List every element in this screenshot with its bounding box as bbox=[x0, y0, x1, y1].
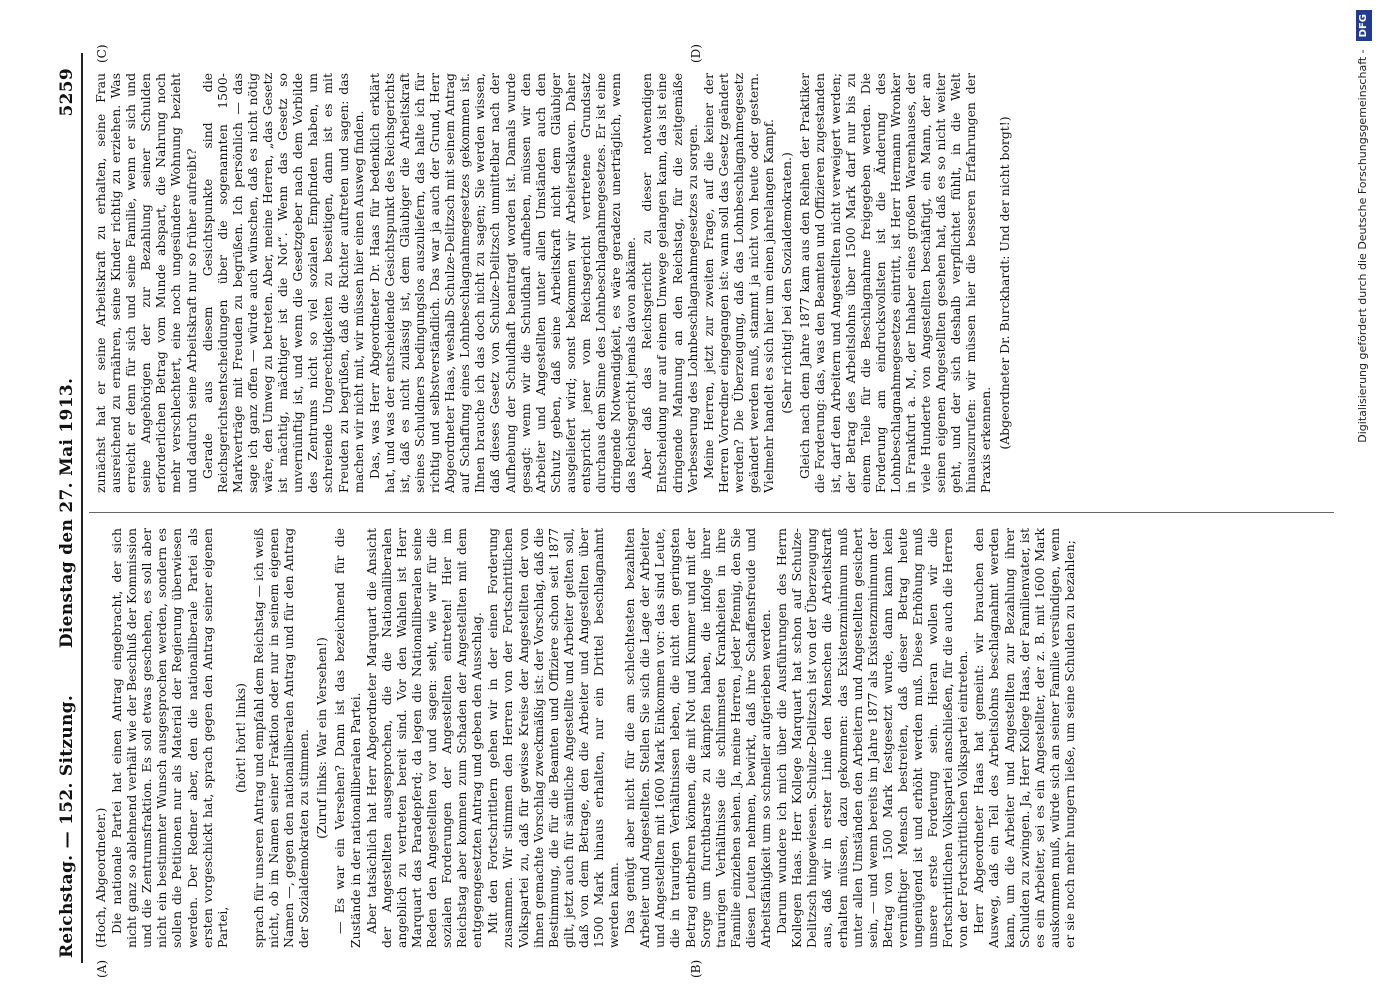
margin-mark-d: (D) bbox=[689, 44, 703, 63]
paragraph: zunächst hat er seine Arbeitskraft zu erhalten, seine Frau ausreichend zu ernähren, seine Kinder richtig zu erziehen. Was erreicht er denn für sich und seine Familie, wenn er sich und seine Angehörigen der zur Bezahlung seiner Schulden erforderlichen Betrag vom Munde abspart, die Nahrung noch mehr verschlechtert, eine noch ungesündere Wohnung bezieht und dadurch seine Arbeitskraft nur so früher aufreibt? bbox=[93, 73, 199, 493]
page-header bbox=[57, 48, 79, 978]
paragraph: Gleich nach dem Jahre 1877 kam aus den Reihen der Praktiker die Forderung: das, was den Beamten und Offizieren zugestanden ist, darf den Arbeitern und Angestellten nicht verweigert werden; der Betrag des Arbeitslohns über 1500 Mark darf nur bis zu einem Teile für die Beschlagnahme freigegeben werden. Die Forderung am eindrucksvollsten ist die Änderung des Lohnbeschlagnahmegesetzes eintritt, ist Herr Hermann Wronker in Frankfurt a. M., der Inhaber eines großen Warenhauses, der viele Hunderte von Angestellten beschäftigt, ein Mann, der an seinen eigenen Angestellten gesehen hat, daß es so nicht weiter geht, und der sich deshalb verpflichtet fühlt, in die Welt hinauszurufen: wir müssen hier die besseren Erfahrungen der Praxis erkennen. bbox=[797, 73, 994, 493]
paragraph: sprach für unseren Antrag und empfahl dem Reichstag — ich weiß nicht, ob im Namen seiner Fraktion oder nur in seinem eigenen Namen —, gegen den nationalliberalen Antrag und für den Antrag der Sozialdemokraten zu stimmen. bbox=[250, 528, 312, 948]
paragraph: — Es war ein Versehen? Dann ist das bezeichnend für die Zustände in der nationalliberalen Partei. bbox=[332, 528, 363, 948]
header-date: Dienstag den 27. Mai 1913. bbox=[57, 377, 77, 649]
margin-mark-a: (A) bbox=[95, 959, 109, 978]
dfg-logo: DFG bbox=[1356, 10, 1372, 41]
paragraph: Aber tatsächlich hat Herr Abgeordneter Marquart die Ansicht der Angestellten ausgesprochen, die die Nationalliberalen angeblich zu vertreten bereit sind. Vor den Wahlen ist Herr Marquart das Paradepferd; da legen die Nationalliberalen seine Reden den Angestellten vor und sagen: seht, wie wir für die sozialen Forderungen der Angestellten eintreten! Hier im Reichstag aber kommen zum Schaden der Angestellten mit dem entgegengesetzten Antrag und geben den Ausschlag. bbox=[363, 528, 485, 948]
margin-mark-c: (C) bbox=[95, 44, 109, 63]
column-separator bbox=[89, 512, 1334, 513]
header-rule bbox=[81, 53, 83, 963]
paragraph: Aber daß das Reichsgericht zu dieser notwendigen Entscheidung nur auf einem Umwege gelangen kann, das ist eine dringende Mahnung an den Reichstag, für die zeitgemäße Verbesserung des Lohnbeschlagnahmegesetzes zu sorgen. bbox=[639, 73, 700, 493]
header-left-title: Reichstag. — 152. Sitzung. bbox=[57, 694, 77, 958]
paragraph: (Abgeordneter Dr. Burckhardt: Und der nicht borgt!) bbox=[996, 116, 1012, 450]
margin-mark-b: (B) bbox=[689, 959, 703, 978]
paragraph: (Sehr richtig! bei den Sozialdemokraten.) bbox=[779, 152, 795, 414]
digitization-side-note bbox=[1352, 10, 1374, 990]
paragraph: (Zuruf links: War ein Versehen!) bbox=[314, 637, 330, 839]
digitization-note-text: Digitalisierung gefördert durch die Deutsche Forschungsgemeinschaft - bbox=[1356, 49, 1369, 443]
paragraph: Mit den Fortschrittlern gehen wir in der einen Forderung zusammen. Wir stimmen den Herren von der Fortschrittlichen Volkspartei zu, daß für gewisse Kreise der Angestellten der von ihnen gemachte Vorschlag zweckmäßig ist: der Vorschlag, daß die Bestimmung, die für die Beamten und Offiziere schon seit 1877 gilt, jetzt auch für sämtliche Angestellte und Arbeiter gelten soll, daß von dem Betrage, den die Arbeiter und Angestellten über 1500 Mark hinaus erhalten, nur ein Drittel beschlagnahmt werden kann. bbox=[485, 528, 622, 948]
right-column bbox=[93, 73, 1328, 493]
paragraph: Die nationale Partei hat einen Antrag eingebracht, der sich nicht ganz so ablehnend verhält wie der Beschluß der Kommission und die Zentrumsfraktion. Es soll etwas geschehen, es soll aber nicht ein bestimmter Wunsch ausgesprochen werden, sondern es sollen die Petitionen nur als Material der Regierung überwiesen werden. Der Redner aber, den die nationalliberale Partei als ersten vorgeschickt hat, sprach gegen den Antrag seiner eigenen Partei, bbox=[109, 528, 230, 948]
left-column bbox=[93, 528, 1328, 948]
paragraph: Meine Herren, jetzt zur zweiten Frage, auf die keiner der Herren Vorredner eingegangen ist: wann soll das Gesetz geändert werden? Die Überzeugung, daß das Lohnbeschlagnahmegesetz geändert werden muß, stammt ja nicht von heute oder gestern. Vielmehr handelt es sich hier um einen jahrelangen Kampf. bbox=[700, 73, 777, 493]
paragraph: (hört! hört! links) bbox=[232, 683, 248, 793]
paragraph: Das, was Herr Abgeordneter Dr. Haas für bedenklich erklärt hat, und was der entscheidende Gesichtspunkt des Reichsgerichts ist, daß es nicht zulässig ist, dem Gläubiger die Arbeitskraft seines Schuldners bedingungslos auszuliefern, das halte ich für richtig und selbstverständlich. Das war ja auch der Grund, Herr Abgeordneter Haas, weshalb Schulze-Delitzsch mit seinem Antrag auf Schaffung eines Lohnbeschlagnahmegesetzes gekommen ist. Ihnen brauche ich das doch nicht zu sagen; Sie werden wissen, daß dieses Gesetz von Schulze-Delitzsch unmittelbar nach der Aufhebung der Schuldhaft beantragt worden ist. Damals wurde gesagt: wenn wir die Schuldhaft aufheben, müssen wir den Arbeiter und Angestellten unter allen Umständen auch den Schutz geben, daß seine Arbeitskraft nicht dem Gläubiger ausgeliefert wird; sonst bekommen wir Arbeitersklaven. Daher entspricht jener vom Reichsgericht vertretene Grundsatz durchaus dem Sinne des Lohnbeschlagnahmegesetzes. Er ist eine dringende Notwendigkeit, es wäre geradezu unerträglich, wenn das Reichsgericht jemals davon abkäme. bbox=[366, 73, 639, 493]
paragraph: Herr Abgeordneter Haas hat gemeint: wir brauchen den Ausweg, daß ein Teil des Arbeitslohns beschlagnahmt werden kann, um die Arbeiter und Angestellten zur Bezahlung ihrer Schulden zu zwingen. Ja, Herr Kollege Haas, der Familienvater, ist es ein Arbeiter, sei es ein Angestellter, der z. B. mit 1600 Mark auskommen muß, würde sich an seiner Familie versündigen, wenn er sie noch mehr hungern ließe, um seine Schulden zu bezahlen; bbox=[971, 528, 1077, 948]
page-number: 5259 bbox=[57, 68, 77, 117]
paragraph: (Hoch, Abgeordneter.) bbox=[93, 807, 108, 948]
paragraph: Darum wundere ich mich über die Ausführungen des Herrn Kollegen Haas. Herr Kollege Marquart hat schon auf Schulze-Delitzsch hingewiesen. Schulze-Delitzsch ist von der Überzeugung aus, daß wir in erster Linie den Menschen die Arbeitskraft erhalten müssen, dazu gekommen: das Existenzminimum muß unter allen Umständen den Arbeitern und Angestellten gesichert sein, — und wenn bereits im Jahre 1877 als Existenzminimum der Betrag von 1500 Mark festgesetzt wurde, dann kann kein vernünftiger Mensch bestreiten, daß dieser Betrag heute ungenügend ist und erhöht werden muß. Diese Erhöhung muß unsere erste Forderung sein. Hieran wollen wir die Fortschrittlichen Volkspartei anschließen, für die auch die Herren von der Fortschrittlichen Volkspartei eintreten. bbox=[774, 528, 971, 948]
paragraph: Das genügt aber nicht für die am schlechtesten bezahlten Arbeiter und Angestellten. Stellen Sie sich die Lage der Arbeiter und Angestellten mit 1600 Mark Einkommen vor: das sind Leute, die in traurigen Verhältnissen leben, die nicht den geringsten Betrag entbehren können, die mit Not und Kummer und mit der Sorge um furchtbarste zu kämpfen haben, die infolge ihrer traurigen Verhältnisse die schlimmsten Krankheiten in ihre Familie einziehen sehen. Ja, meine Herren, jeder Pfennig, den Sie diesen Leuten nehmen, bewirkt, daß ihre Schaffensfreude und Arbeitsfähigkeit um so schneller aufgerieben werden. bbox=[622, 528, 774, 948]
rotated-page-content bbox=[57, 44, 1347, 978]
paragraph: Gerade aus diesem Gesichtspunkte sind die Reichsgerichtsentscheidungen über die sogenannten 1500-Markverträge mit Freuden zu begrüßen. Ich persönlich — das sage ich ganz offen — würde auch wünschen, daß es nicht nötig wäre, den Umweg zu betreten. Aber, meine Herren, „das Gesetz ist mächtig, mächtiger ist die Not“. Wenn das Gesetz so unvernünftig ist, und wenn die Gesetzgeber nach dem Vorbilde des Zentrums nicht so viel sozialen Empfinden haben, um schreiende Ungerechtigkeiten zu beseitigen, dann ist es mit Freuden zu begrüßen, daß die Richter auftreten und sagen: das machen wir nicht mit, wir müssen hier einen Ausweg finden. bbox=[199, 73, 366, 493]
